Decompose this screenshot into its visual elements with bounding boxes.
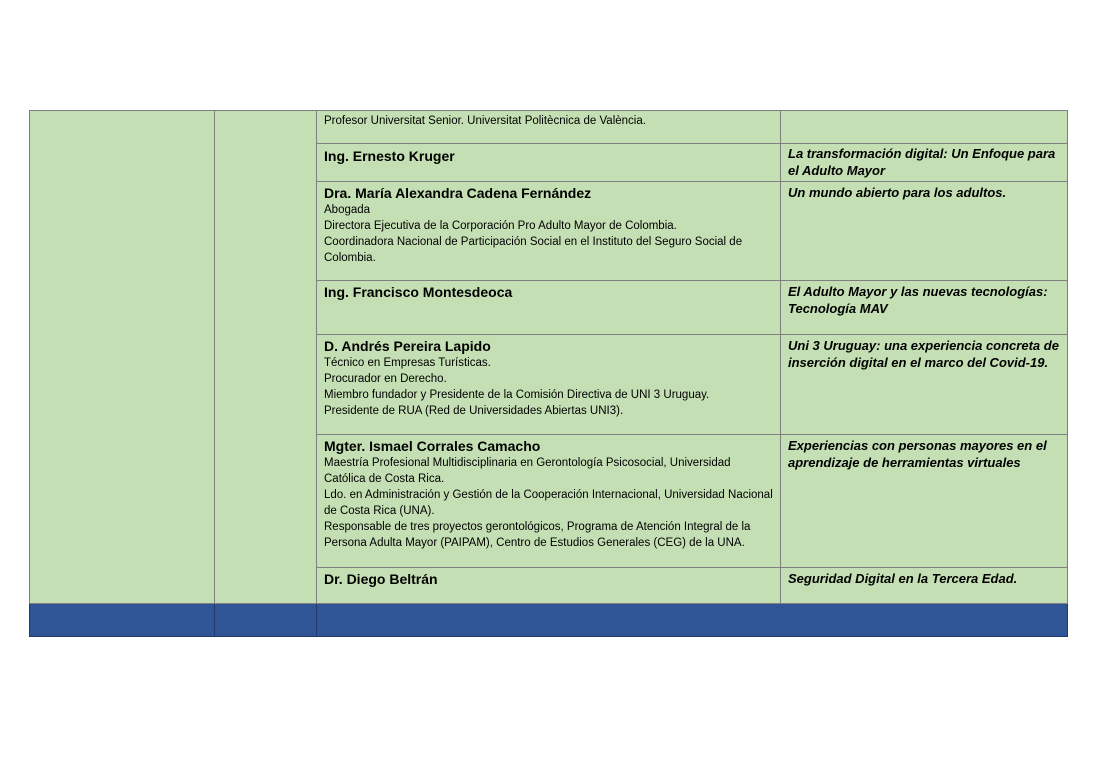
footer-cell	[30, 604, 215, 637]
speaker-cell	[317, 281, 781, 335]
empty-cell-col2	[215, 435, 317, 568]
empty-cell-col2	[215, 568, 317, 604]
speaker-description: Responsable de tres proyectos gerontológicos, Programa de Atención Integral de la Persona Adulta Mayor (PAIPAM), Centro de Estudios Generales (CEG) de la UNA.	[324, 521, 751, 549]
table-row	[30, 335, 1068, 435]
table-footer-band	[30, 604, 1068, 637]
table-row	[30, 435, 1068, 568]
empty-cell-col1	[30, 435, 215, 568]
speaker-name: Ing. Ernesto Kruger	[324, 148, 455, 164]
speaker-description: Abogada	[324, 204, 371, 216]
speaker-description: Coordinadora Nacional de Participación Social en el Instituto del Seguro Social de Colombia.	[324, 236, 743, 264]
table-row	[30, 281, 1068, 335]
program-table	[29, 110, 1068, 637]
speaker-cell	[317, 435, 781, 568]
speaker-description: Procurador en Derecho.	[324, 373, 447, 385]
table-row	[30, 182, 1068, 281]
empty-cell-col1	[30, 281, 215, 335]
topic-cell	[781, 281, 1068, 335]
speaker-cell	[317, 568, 781, 604]
empty-cell-col1	[30, 111, 215, 144]
speaker-name: Ing. Francisco Montesdeoca	[324, 284, 513, 300]
talk-title: El Adulto Mayor y las nuevas tecnologías: Tecnología MAV	[788, 284, 1048, 316]
topic-cell	[781, 568, 1068, 604]
empty-cell-col2	[215, 182, 317, 281]
speaker-description: Directora Ejecutiva de la Corporación Pro Adulto Mayor de Colombia.	[324, 220, 677, 232]
topic-cell	[781, 144, 1068, 182]
talk-title: Un mundo abierto para los adultos.	[788, 185, 1007, 200]
speaker-cell	[317, 144, 781, 182]
talk-title: Experiencias con personas mayores en el aprendizaje de herramientas virtuales	[788, 438, 1047, 470]
speaker-name: D. Andrés Pereira Lapido	[324, 338, 491, 354]
talk-title: Seguridad Digital en la Tercera Edad.	[788, 571, 1018, 586]
topic-cell	[781, 111, 1068, 144]
empty-cell-col2	[215, 111, 317, 144]
speaker-description: Presidente de RUA (Red de Universidades Abiertas UNI3).	[324, 405, 624, 417]
empty-cell-col1	[30, 144, 215, 182]
speaker-name: Dra. María Alexandra Cadena Fernández	[324, 185, 592, 201]
speaker-description: Miembro fundador y Presidente de la Comisión Directiva de UNI 3 Uruguay.	[324, 389, 710, 401]
speaker-cell	[317, 335, 781, 435]
empty-cell-col1	[30, 335, 215, 435]
speaker-description: Ldo. en Administración y Gestión de la Cooperación Internacional, Universidad Nacional de Costa Rica (UNA).	[324, 489, 773, 517]
empty-cell-col1	[30, 568, 215, 604]
topic-cell	[781, 435, 1068, 568]
table-row	[30, 144, 1068, 182]
speaker-name: Mgter. Ismael Corrales Camacho	[324, 438, 541, 454]
empty-cell-col1	[30, 182, 215, 281]
speaker-description: Maestría Profesional Multidisciplinaria en Gerontología Psicosocial, Universidad Católica de Costa Rica.	[324, 457, 731, 485]
topic-cell	[781, 335, 1068, 435]
empty-cell-col2	[215, 335, 317, 435]
speaker-name: Dr. Diego Beltrán	[324, 571, 438, 587]
topic-cell	[781, 182, 1068, 281]
talk-title: La transformación digital: Un Enfoque para el Adulto Mayor	[788, 146, 1056, 178]
empty-cell-col2	[215, 281, 317, 335]
talk-title: Uni 3 Uruguay: una experiencia concreta de inserción digital en el marco del Covid-19.	[788, 338, 1059, 370]
speaker-description: Profesor Universitat Senior. Universitat Politècnica de València.	[324, 115, 646, 127]
table-row	[30, 568, 1068, 604]
speaker-description: Técnico en Empresas Turísticas.	[324, 357, 491, 369]
table-row	[30, 111, 1068, 144]
footer-cell	[215, 604, 317, 637]
empty-cell-col2	[215, 144, 317, 182]
speaker-cell	[317, 111, 781, 144]
speaker-cell	[317, 182, 781, 281]
footer-cell	[317, 604, 1068, 637]
